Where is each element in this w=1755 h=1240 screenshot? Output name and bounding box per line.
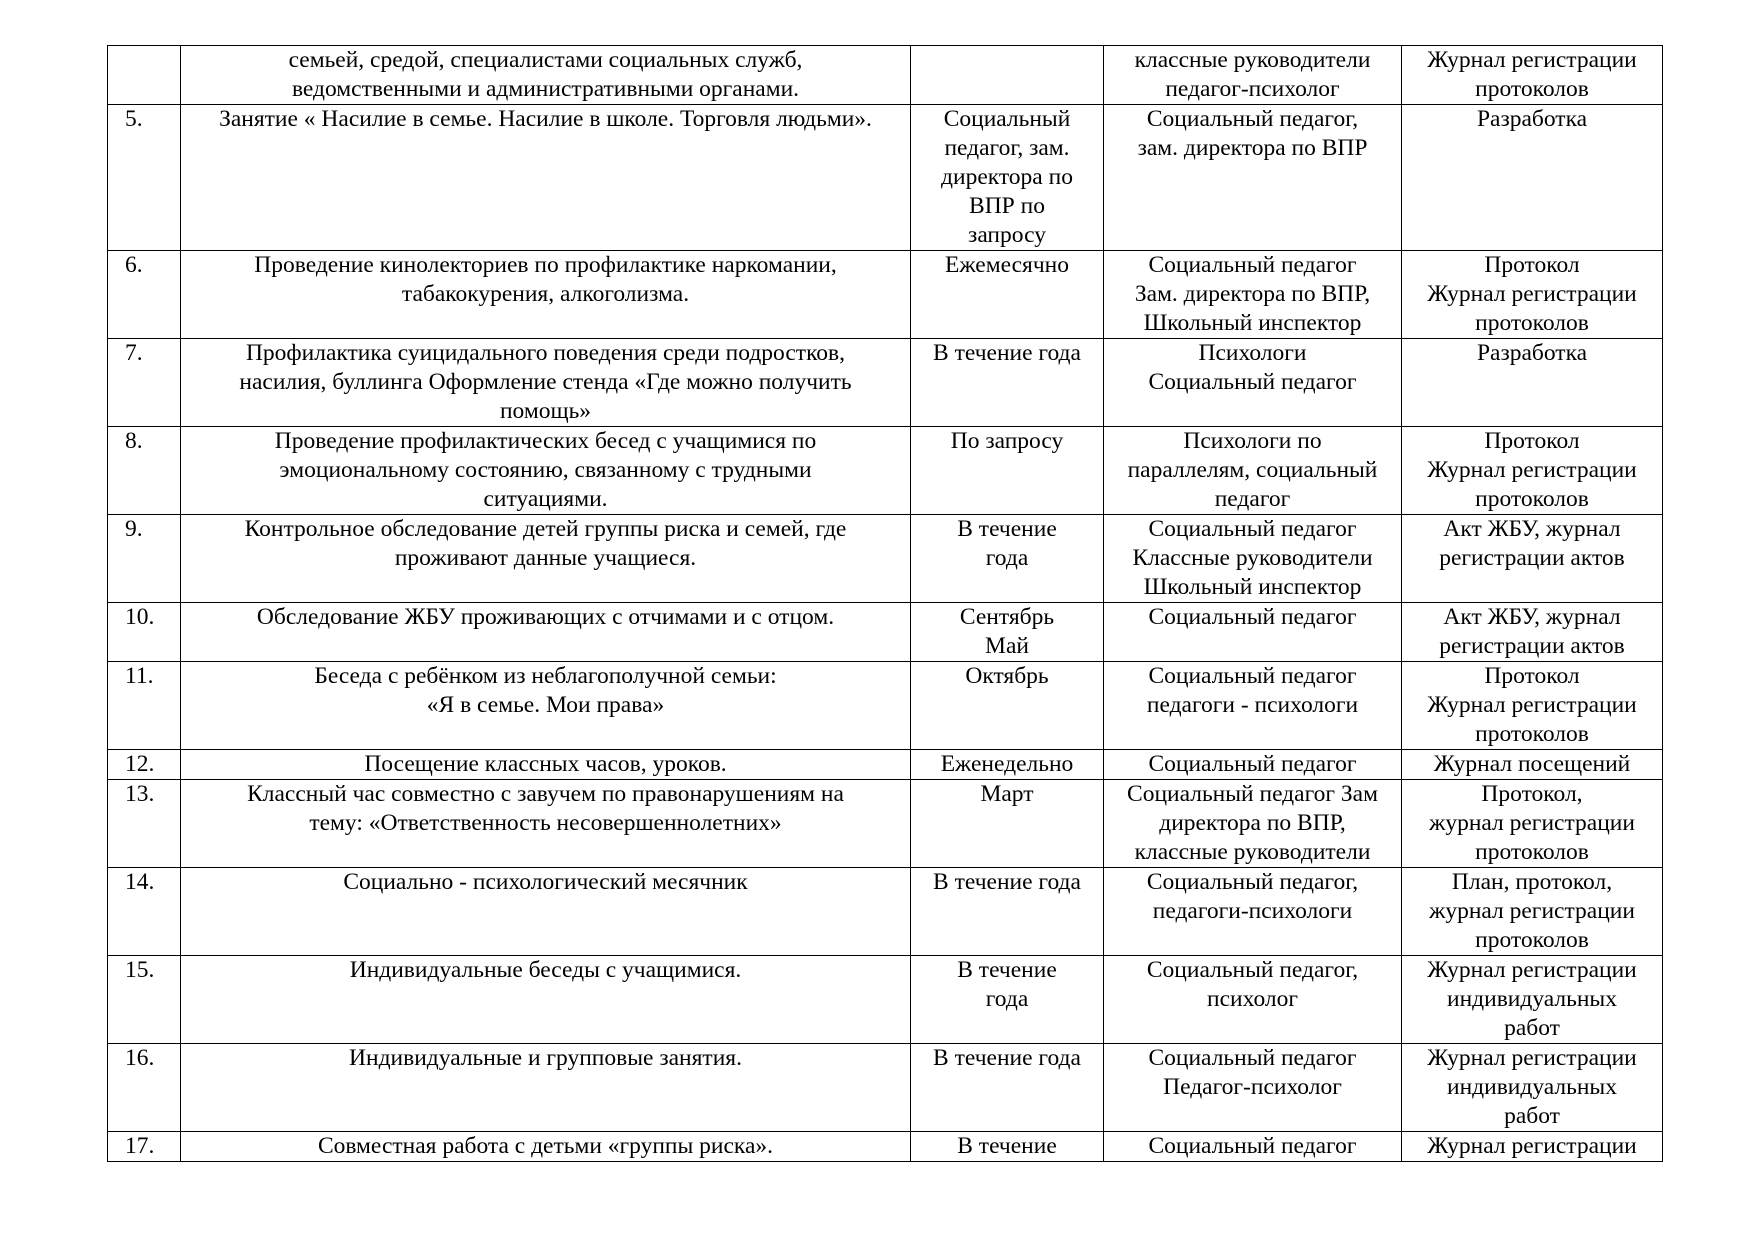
row-number: 5. <box>108 105 181 251</box>
table-row <box>108 105 1663 251</box>
row-number: 12. <box>108 750 181 780</box>
date-cell: В течение <box>911 1132 1104 1162</box>
document-cell: Журнал посещений <box>1402 750 1663 780</box>
date-cell: Октябрь <box>911 662 1104 750</box>
row-number: 11. <box>108 662 181 750</box>
activity-cell: Проведение профилактических бесед с учащимися по эмоциональному состоянию, связанному с трудными ситуациями. <box>181 427 911 515</box>
document-cell: Протокол Журнал регистрации протоколов <box>1402 427 1663 515</box>
table-row <box>108 427 1663 515</box>
document-cell: Протокол Журнал регистрации протоколов <box>1402 662 1663 750</box>
date-cell: Ежемесячно <box>911 251 1104 339</box>
row-number: 8. <box>108 427 181 515</box>
activity-cell: Классный час совместно с завучем по правонарушениям на тему: «Ответственность несовершеннолетних» <box>181 780 911 868</box>
row-number: 15. <box>108 956 181 1044</box>
activity-cell: Беседа с ребёнком из неблагополучной семьи: «Я в семье. Мои права» <box>181 662 911 750</box>
activity-cell: Занятие « Насилие в семье. Насилие в школе. Торговля людьми». <box>181 105 911 251</box>
row-number: 17. <box>108 1132 181 1162</box>
work-plan-table <box>107 45 1663 1162</box>
responsible-cell: Социальный педагог Классные руководители Школьный инспектор <box>1104 515 1402 603</box>
document-cell: Протокол Журнал регистрации протоколов <box>1402 251 1663 339</box>
activity-cell: Индивидуальные беседы с учащимися. <box>181 956 911 1044</box>
responsible-cell: Психологи Социальный педагог <box>1104 339 1402 427</box>
responsible-cell: Социальный педагог Педагог-психолог <box>1104 1044 1402 1132</box>
table-row <box>108 46 1663 105</box>
table-row <box>108 1044 1663 1132</box>
document-cell: Акт ЖБУ, журнал регистрации актов <box>1402 515 1663 603</box>
table-row <box>108 1132 1663 1162</box>
responsible-cell: Социальный педагог <box>1104 1132 1402 1162</box>
responsible-cell: Социальный педагог, педагоги-психологи <box>1104 868 1402 956</box>
activity-cell: Обследование ЖБУ проживающих с отчимами и с отцом. <box>181 603 911 662</box>
responsible-cell: Социальный педагог Зам. директора по ВПР, Школьный инспектор <box>1104 251 1402 339</box>
responsible-cell: Социальный педагог педагоги - психологи <box>1104 662 1402 750</box>
document-cell: Разработка <box>1402 105 1663 251</box>
table-row <box>108 603 1663 662</box>
activity-cell: Совместная работа с детьми «группы риска». <box>181 1132 911 1162</box>
row-number <box>108 46 181 105</box>
activity-cell: Контрольное обследование детей группы риска и семей, где проживают данные учащиеся. <box>181 515 911 603</box>
responsible-cell: Социальный педагог <box>1104 603 1402 662</box>
document-cell: Журнал регистрации индивидуальных работ <box>1402 1044 1663 1132</box>
date-cell: Еженедельно <box>911 750 1104 780</box>
row-number: 16. <box>108 1044 181 1132</box>
table-row <box>108 339 1663 427</box>
date-cell: В течение года <box>911 868 1104 956</box>
responsible-cell: Психологи по параллелям, социальный педагог <box>1104 427 1402 515</box>
table-row <box>108 515 1663 603</box>
table-row <box>108 662 1663 750</box>
activity-cell: Проведение кинолекториев по профилактике наркомании, табакокурения, алкоголизма. <box>181 251 911 339</box>
row-number: 9. <box>108 515 181 603</box>
table-row <box>108 780 1663 868</box>
activity-cell: Индивидуальные и групповые занятия. <box>181 1044 911 1132</box>
activity-cell: семьей, средой, специалистами социальных служб, ведомственными и административными органами. <box>181 46 911 105</box>
row-number: 10. <box>108 603 181 662</box>
date-cell <box>911 46 1104 105</box>
table-row <box>108 956 1663 1044</box>
responsible-cell: Социальный педагог, психолог <box>1104 956 1402 1044</box>
date-cell: По запросу <box>911 427 1104 515</box>
responsible-cell: Социальный педагог, зам. директора по ВПР <box>1104 105 1402 251</box>
document-cell: Разработка <box>1402 339 1663 427</box>
row-number: 14. <box>108 868 181 956</box>
table-row <box>108 868 1663 956</box>
activity-cell: Посещение классных часов, уроков. <box>181 750 911 780</box>
document-cell: Журнал регистрации <box>1402 1132 1663 1162</box>
responsible-cell: Социальный педагог Зам директора по ВПР, классные руководители <box>1104 780 1402 868</box>
document-cell: Журнал регистрации индивидуальных работ <box>1402 956 1663 1044</box>
activity-cell: Социально - психологический месячник <box>181 868 911 956</box>
responsible-cell: Социальный педагог <box>1104 750 1402 780</box>
date-cell: В течение года <box>911 339 1104 427</box>
row-number: 13. <box>108 780 181 868</box>
date-cell: В течение года <box>911 1044 1104 1132</box>
date-cell: Социальный педагог, зам. директора по ВПР по запросу <box>911 105 1104 251</box>
row-number: 6. <box>108 251 181 339</box>
document-cell: Журнал регистрации протоколов <box>1402 46 1663 105</box>
row-number: 7. <box>108 339 181 427</box>
table-row <box>108 251 1663 339</box>
date-cell: В течение года <box>911 956 1104 1044</box>
table-row <box>108 750 1663 780</box>
document-cell: Протокол, журнал регистрации протоколов <box>1402 780 1663 868</box>
activity-cell: Профилактика суицидального поведения среди подростков, насилия, буллинга Оформление стенда «Где можно получить помощь» <box>181 339 911 427</box>
date-cell: Сентябрь Май <box>911 603 1104 662</box>
date-cell: Март <box>911 780 1104 868</box>
date-cell: В течение года <box>911 515 1104 603</box>
document-cell: Акт ЖБУ, журнал регистрации актов <box>1402 603 1663 662</box>
document-cell: План, протокол, журнал регистрации протоколов <box>1402 868 1663 956</box>
responsible-cell: классные руководители педагог-психолог <box>1104 46 1402 105</box>
